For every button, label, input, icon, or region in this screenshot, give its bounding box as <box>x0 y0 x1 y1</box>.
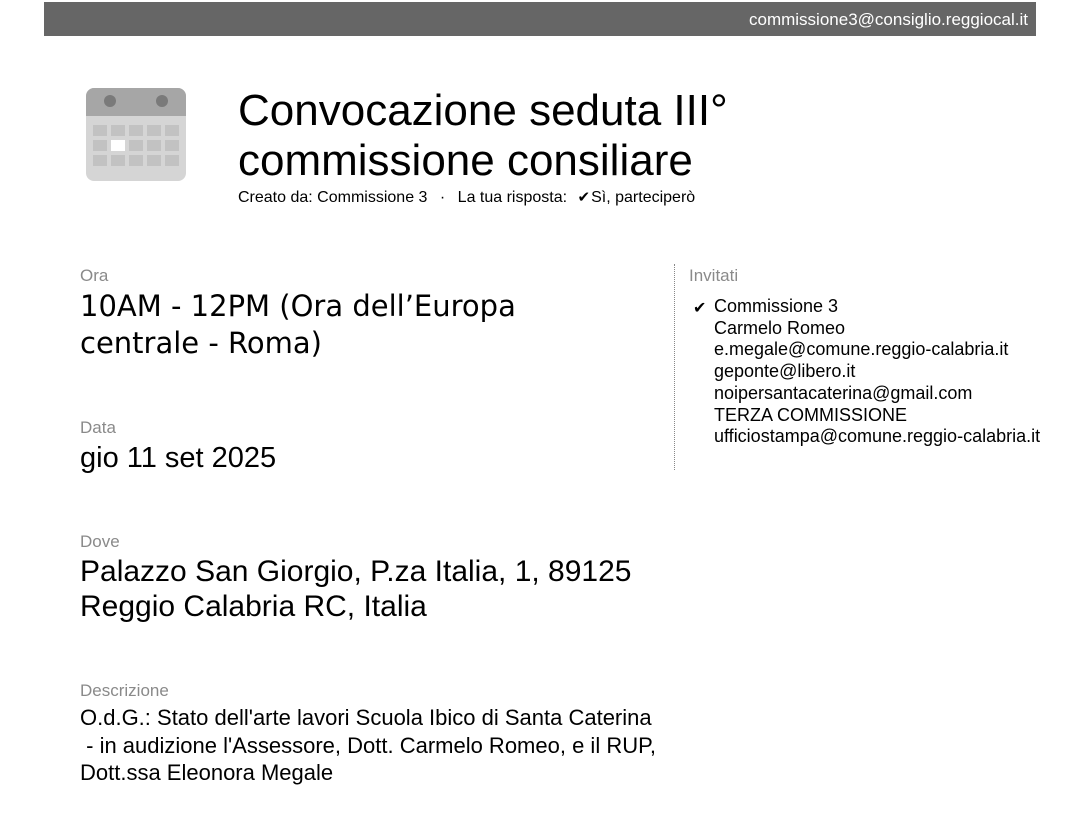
location-value: Palazzo San Giorgio, P.za Italia, 1, 89125 Reggio Calabria RC, Italia <box>80 555 632 623</box>
description-value: O.d.G.: Stato dell'arte lavori Scuola Ibico di Santa Caterina - in audizione l'Assessore, Dott. Carmelo Romeo, e il RUP, Dott.ssa Eleonora Megale <box>80 705 657 785</box>
invitee-item: TERZA COMMISSIONE <box>714 404 908 425</box>
date-value: gio 11 set 2025 <box>80 442 277 474</box>
invitee-item: e.megale@comune.reggio-calabria.it <box>714 339 1009 360</box>
meta-separator: · <box>439 189 446 206</box>
created-by: Commissione 3 <box>317 189 428 206</box>
created-by-label: Creato da: <box>238 189 313 206</box>
invitee-item: Commissione 3 <box>714 296 839 316</box>
event-meta <box>238 188 695 208</box>
invitees-panel <box>674 264 1055 470</box>
response-value: Sì, parteciperò <box>591 189 696 206</box>
invitees-label: Invitati <box>689 266 739 285</box>
invitee-item: geponte@libero.it <box>714 361 856 382</box>
invitee-item: noipersantacaterina@gmail.com <box>714 382 973 403</box>
check-icon: ✔ <box>693 300 707 317</box>
time-value: 10AM - 12PM (Ora dell’Europa centrale - Roma) <box>80 289 516 360</box>
event-title: Convocazione seduta III° commissione consiliare <box>238 86 728 185</box>
account-email: commissione3@consiglio.reggiocal.it <box>749 10 1028 29</box>
invitee-item: Carmelo Romeo <box>714 317 846 338</box>
response-label: La tua risposta: <box>457 189 568 206</box>
check-icon: ✔ <box>577 189 591 206</box>
time-label: Ora <box>80 266 109 285</box>
date-label: Data <box>80 418 116 437</box>
top-bar <box>44 2 1036 36</box>
invitee-item: ufficiostampa@comune.reggio-calabria.it <box>714 426 1041 447</box>
location-label: Dove <box>80 532 120 551</box>
calendar-icon <box>86 88 186 181</box>
invitees-list <box>714 296 1044 448</box>
description-label: Descrizione <box>80 681 169 700</box>
